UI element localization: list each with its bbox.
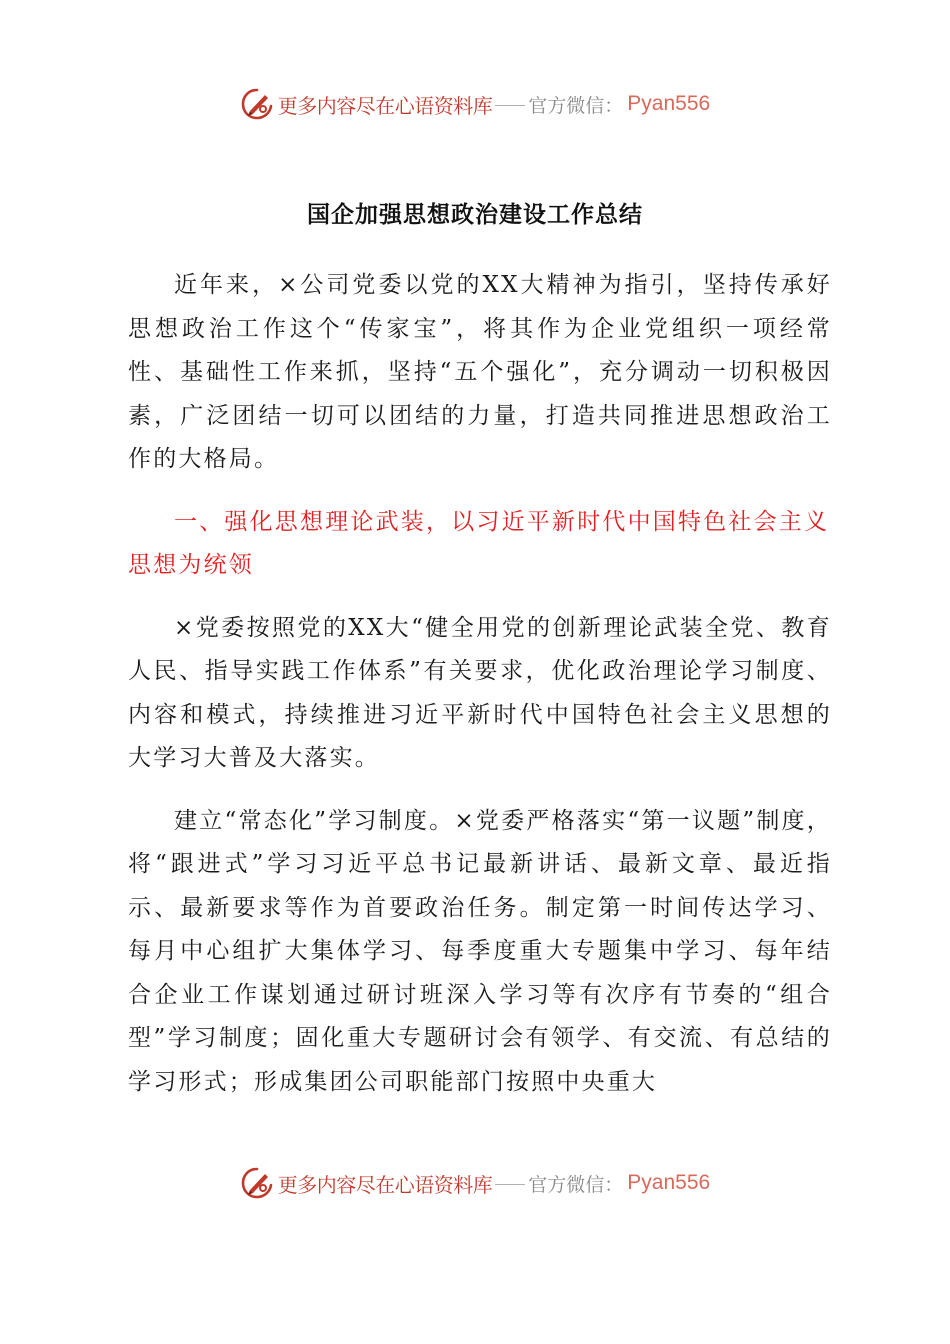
banner-dash-separator xyxy=(495,1184,525,1185)
section-1-heading: 一、强化思想理论武装，以习近平新时代中国特色社会主义思想为统领 xyxy=(128,508,830,578)
brush-pen-logo-icon xyxy=(240,87,274,121)
banner-wechat-id: Pyan556 xyxy=(627,92,711,115)
banner-main-text: 更多内容尽在心语资料库 xyxy=(277,93,493,118)
banner-wechat-label: 官方微信： xyxy=(528,94,624,117)
brush-pen-logo-icon xyxy=(240,1166,274,1200)
banner-dash-separator xyxy=(495,105,525,106)
banner-wechat-label: 官方微信： xyxy=(528,1173,624,1196)
document-body xyxy=(128,264,832,1123)
header-watermark-banner xyxy=(0,84,950,124)
footer-watermark-banner xyxy=(0,1163,950,1203)
document-title: 国企加强思想政治建设工作总结 xyxy=(307,202,643,228)
banner-main-text: 更多内容尽在心语资料库 xyxy=(277,1172,493,1197)
section-1-paragraph-1: ×党委按照党的XX大“健全用党的创新理论武装全党、教育人民、指导实践工作体系”有关要求，优化政治理论学习制度、内容和模式，持续推进习近平新时代中国特色社会主义思想的大学习大普及大落实。 xyxy=(128,614,832,771)
intro-paragraph: 近年来，×公司党委以党的XX大精神为指引，坚持传承好思想政治工作这个“传家宝”，将其作为企业党组织一项经常性、基础性工作来抓，坚持“五个强化”，充分调动一切积极因素，广泛团结一切可以团结的力量，打造共同推进思想政治工作的大格局。 xyxy=(128,272,832,472)
section-1-paragraph-2: 建立“常态化”学习制度。×党委严格落实“第一议题”制度，将“跟进式”学习习近平总书记最新讲话、最新文章、最近指示、最新要求等作为首要政治任务。制定第一时间传达学习、每月中心组扩大集体学习、每季度重大专题集中学习、每年结合企业工作谋划通过研讨班深入学习等有次序有节奏的“组合型”学习制度；固化重大专题研讨会有领学、有交流、有总结的学习形式；形成集团公司职能部门按照中央重大 xyxy=(128,807,832,1095)
banner-wechat-id: Pyan556 xyxy=(627,1171,711,1194)
